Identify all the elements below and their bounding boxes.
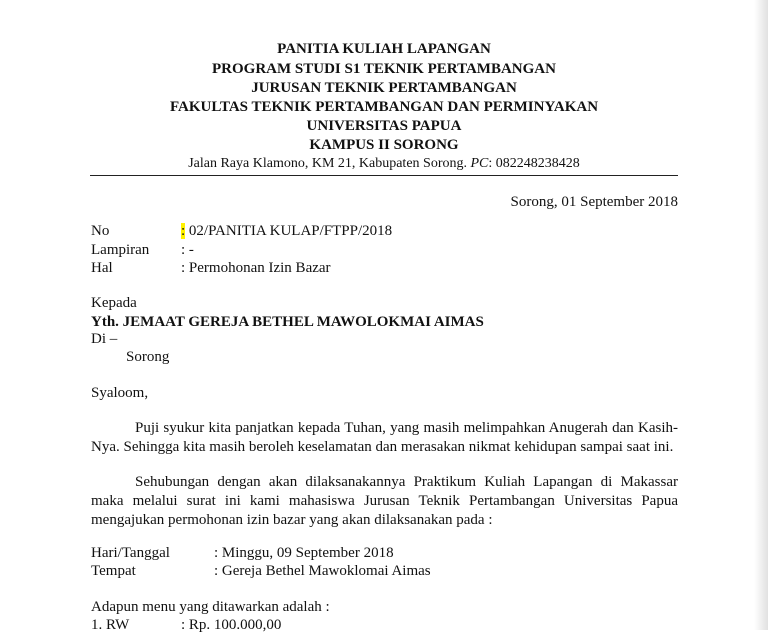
no-label: No bbox=[91, 223, 110, 239]
letterhead-campus: KAMPUS II SORONG bbox=[309, 137, 459, 153]
menu-intro: Adapun menu yang ditawarkan adalah : bbox=[91, 599, 330, 615]
event-place-label: Tempat bbox=[91, 563, 136, 579]
event-day-label: Hari/Tanggal bbox=[91, 545, 170, 561]
lampiran-value: : - bbox=[181, 242, 194, 258]
recipient-name: Yth. JEMAAT GEREJA BETHEL MAWOLOKMAI AIMAS bbox=[91, 314, 484, 330]
letterhead-program: PROGRAM STUDI S1 TEKNIK PERTAMBANGAN bbox=[212, 61, 556, 77]
hal-label: Hal bbox=[91, 260, 113, 276]
paragraph-request: Sehubungan dengan akan dilaksanakannya Praktikum Kuliah Lapangan di Makassar maka melalui surat ini kami mahasiswa Jurusan Teknik Pertambangan Universitas Papua mengajukan permohonan izin bazar yang akan dilaksanakan pada : bbox=[91, 474, 678, 528]
no-value: : 02/PANITIA KULAP/FTPP/2018 bbox=[181, 223, 393, 239]
recipient-di: Di – bbox=[91, 331, 118, 347]
paragraph-thanks: Puji syukur kita panjatkan kepada Tuhan, yang masih melimpahkan Anugerah dan Kasih-Nya. Sehingga kita masih beroleh keselamatan dan merasakan nikmat kehidupan sampai saat ini. bbox=[91, 420, 678, 455]
event-place-value: : Gereja Bethel Mawoklomai Aimas bbox=[214, 563, 431, 579]
letterhead-committee: PANITIA KULIAH LAPANGAN bbox=[277, 41, 491, 57]
menu-item-label: 1. RW bbox=[91, 617, 130, 633]
address-text: Jalan Raya Klamono, KM 21, Kabupaten Sorong. bbox=[188, 156, 467, 171]
highlighted-colon: : bbox=[181, 223, 186, 239]
kepada-label: Kepada bbox=[91, 295, 137, 311]
lampiran-label: Lampiran bbox=[91, 242, 150, 258]
page-edge-shadow bbox=[754, 0, 768, 630]
letterhead-university: UNIVERSITAS PAPUA bbox=[306, 118, 462, 134]
letterhead-address bbox=[0, 154, 768, 173]
letterhead-divider bbox=[90, 175, 678, 176]
greeting: Syaloom, bbox=[91, 385, 149, 401]
recipient-city: Sorong bbox=[126, 349, 170, 365]
letterhead-faculty: FAKULTAS TEKNIK PERTAMBANGAN DAN PERMINYAKAN bbox=[169, 99, 599, 115]
phone-label: PC bbox=[470, 156, 489, 171]
phone-number: : 082248238428 bbox=[488, 156, 580, 171]
event-day-value: : Minggu, 09 September 2018 bbox=[214, 545, 394, 561]
letterhead-department: JURUSAN TEKNIK PERTAMBANGAN bbox=[251, 80, 517, 96]
menu-item-price: : Rp. 100.000,00 bbox=[181, 617, 282, 633]
letter-date: Sorong, 01 September 2018 bbox=[510, 194, 678, 210]
hal-value: : Permohonan Izin Bazar bbox=[181, 260, 331, 276]
